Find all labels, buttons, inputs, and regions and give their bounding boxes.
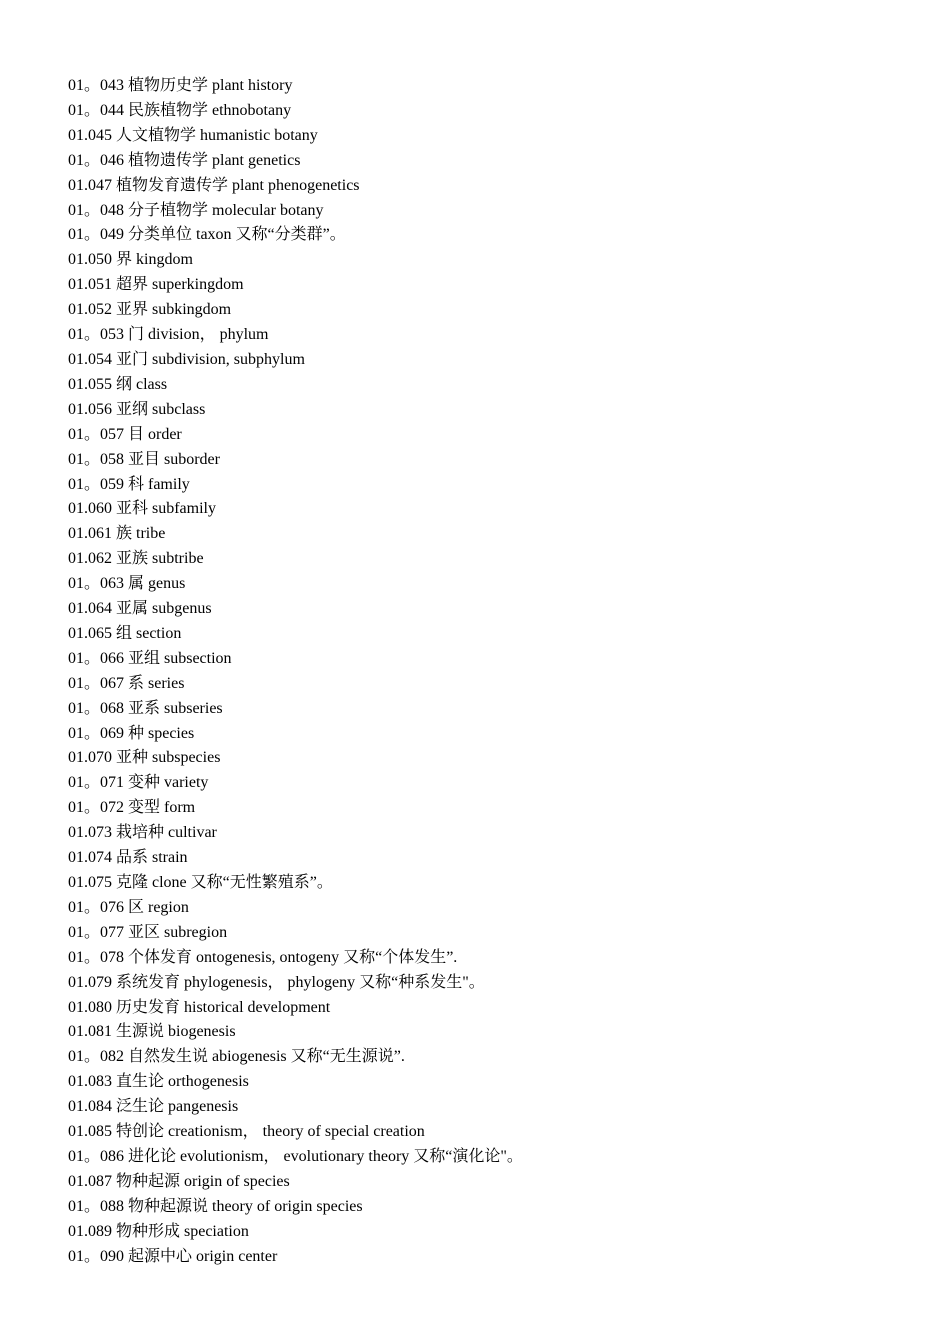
glossary-entry: 01。063 属 genus	[68, 575, 186, 593]
glossary-entry: 01。058 亚目 suborder	[68, 450, 220, 468]
glossary-entry: 01。066 亚组 subsection	[68, 649, 232, 667]
glossary-entry: 01.061 族 tribe	[68, 525, 166, 543]
glossary-entry: 01。048 分子植物学 molecular botany	[68, 201, 324, 219]
glossary-entry: 01。068 亚系 subseries	[68, 699, 223, 717]
glossary-entry: 01。086 进化论 evolutionism， evolutionary theory 又称“演化论"。	[68, 1147, 523, 1165]
glossary-entry: 01.080 历史发育 historical development	[68, 998, 331, 1016]
glossary-entry: 01.054 亚门 subdivision, subphylum	[68, 350, 305, 368]
glossary-entry: 01。059 科 family	[68, 475, 190, 493]
glossary-entry: 01。076 区 region	[68, 898, 189, 916]
glossary-entry: 01.056 亚纲 subclass	[68, 400, 206, 418]
glossary-entry: 01。057 目 order	[68, 425, 182, 443]
glossary-entry: 01。067 系 series	[68, 674, 185, 692]
glossary-entry: 01。090 起源中心 origin center	[68, 1247, 278, 1265]
glossary-entry: 01.060 亚科 subfamily	[68, 500, 216, 518]
glossary-entry: 01.081 生源说 biogenesis	[68, 1023, 236, 1041]
glossary-entry: 01.075 克隆 clone 又称“无性繁殖系”。	[68, 874, 333, 891]
glossary-entry: 01.073 栽培种 cultivar	[68, 824, 217, 842]
glossary-entry: 01。046 植物遗传学 plant genetics	[68, 151, 301, 169]
glossary-entry: 01.064 亚属 subgenus	[68, 600, 212, 618]
glossary-entry: 01.062 亚族 subtribe	[68, 550, 204, 568]
glossary-entry: 01。082 自然发生说 abiogenesis 又称“无生源说”.	[68, 1048, 405, 1066]
glossary-entry: 01.079 系统发育 phylogenesis， phylogeny 又称“种系发生"。	[68, 973, 485, 991]
glossary-entry: 01.055 纲 class	[68, 375, 168, 393]
glossary-entry: 01.084 泛生论 pangenesis	[68, 1098, 239, 1116]
glossary-entry: 01.052 亚界 subkingdom	[68, 301, 232, 319]
glossary-entry: 01。072 变型 form	[68, 799, 196, 817]
glossary-entry-list	[68, 74, 523, 1270]
glossary-entry: 01.085 特创论 creationism， theory of special creation	[68, 1123, 425, 1141]
glossary-entry: 01。044 民族植物学 ethnobotany	[68, 101, 292, 119]
glossary-entry: 01.065 组 section	[68, 624, 182, 642]
glossary-entry: 01。043 植物历史学 plant history	[68, 77, 293, 94]
glossary-entry: 01.089 物种形成 speciation	[68, 1222, 249, 1240]
glossary-entry: 01。069 种 species	[68, 724, 195, 742]
glossary-entry: 01.051 超界 superkingdom	[68, 276, 244, 294]
glossary-entry: 01.070 亚种 subspecies	[68, 749, 221, 767]
glossary-entry: 01。077 亚区 subregion	[68, 923, 228, 941]
glossary-entry: 01。053 门 division， phylum	[68, 326, 269, 344]
glossary-entry: 01.050 界 kingdom	[68, 251, 193, 269]
glossary-entry: 01。071 变种 variety	[68, 774, 209, 792]
glossary-entry: 01.047 植物发育遗传学 plant phenogenetics	[68, 176, 360, 194]
glossary-entry: 01。049 分类单位 taxon 又称“分类群”。	[68, 226, 346, 244]
glossary-entry: 01.074 品系 strain	[68, 849, 188, 867]
glossary-entry: 01。078 个体发育 ontogenesis, ontogeny 又称“个体发生”.	[68, 948, 458, 966]
glossary-entry: 01.045 人文植物学 humanistic botany	[68, 126, 318, 144]
glossary-entry: 01.087 物种起源 origin of species	[68, 1172, 290, 1190]
glossary-entry: 01.083 直生论 orthogenesis	[68, 1073, 249, 1091]
glossary-entry: 01。088 物种起源说 theory of origin species	[68, 1197, 363, 1215]
